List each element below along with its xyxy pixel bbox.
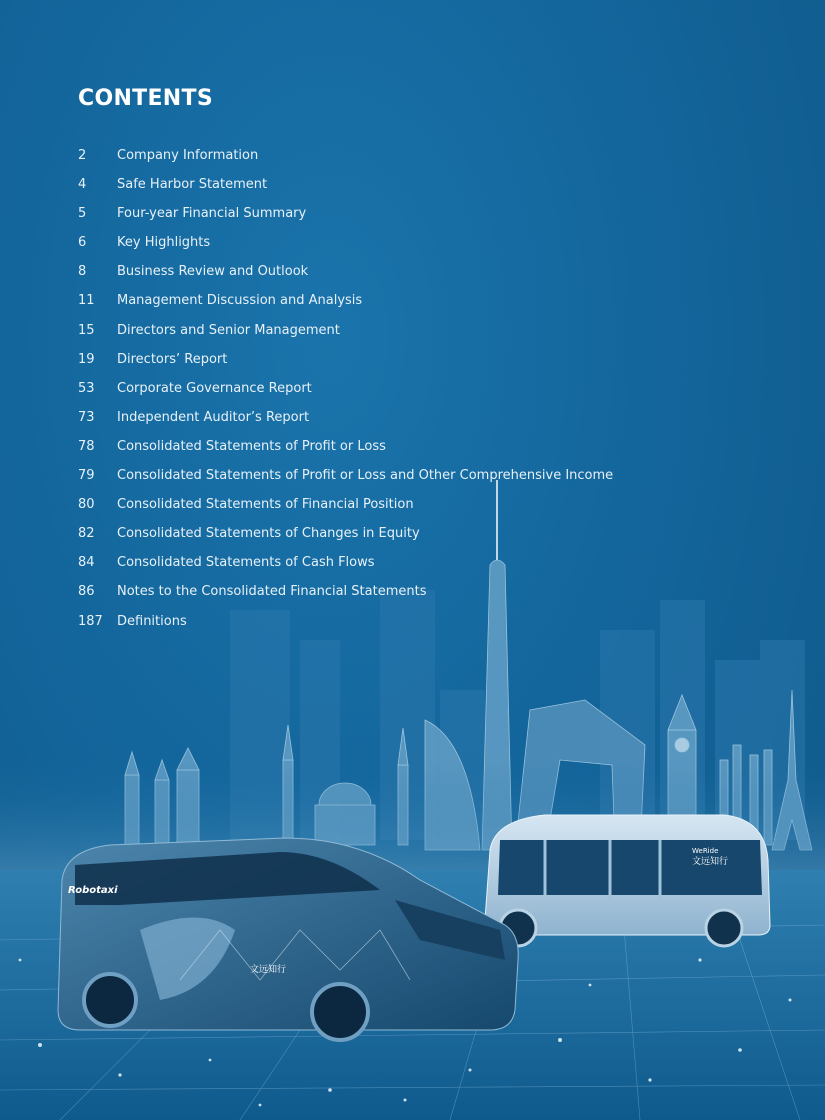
toc-entry[interactable]	[78, 148, 613, 177]
toc-entry[interactable]	[78, 235, 613, 264]
toc-page-number: 86	[78, 584, 95, 600]
toc-page-number: 8	[78, 264, 87, 280]
toc-page-number: 82	[78, 526, 95, 542]
toc-entry[interactable]	[78, 555, 613, 584]
toc-entry-title: Definitions	[117, 613, 187, 629]
toc-entry-title: Company Information	[117, 148, 259, 163]
toc-entry-title: Corporate Governance Report	[117, 380, 312, 396]
page-title: CONTENTS	[78, 86, 213, 111]
toc-entry-title: Management Discussion and Analysis	[117, 293, 363, 309]
toc-entry-title: Consolidated Statements of Cash Flows	[117, 555, 375, 571]
toc-entry[interactable]	[78, 497, 613, 526]
toc-entry-title: Notes to the Consolidated Financial Statements	[117, 584, 427, 600]
toc-entry[interactable]	[78, 468, 613, 497]
toc-page-number: 2	[78, 148, 87, 163]
toc-page-number: 78	[78, 438, 95, 454]
toc-entry-title: Consolidated Statements of Profit or Loss	[117, 438, 386, 454]
toc-entry-title: Consolidated Statements of Changes in Equity	[117, 526, 420, 542]
robobus-vehicle	[485, 815, 770, 946]
toc-entry[interactable]	[78, 526, 613, 555]
toc-entry-title: Safe Harbor Statement	[117, 177, 268, 193]
toc-page-number: 79	[78, 468, 95, 484]
toc-entry[interactable]	[78, 293, 613, 322]
table-of-contents	[78, 148, 613, 643]
toc-entry[interactable]	[78, 439, 613, 468]
toc-entry-title: Consolidated Statements of Financial Position	[117, 497, 414, 513]
toc-entry[interactable]	[78, 381, 613, 410]
toc-entry-title: Consolidated Statements of Profit or Loss and Other Comprehensive Income	[117, 468, 614, 484]
van-side-text: Robotaxi	[68, 885, 118, 896]
toc-entry-title: Directors and Senior Management	[117, 322, 340, 338]
toc-entry[interactable]	[78, 584, 613, 613]
bus-logo-text: 文远知行	[692, 857, 729, 867]
toc-page-number: 80	[78, 497, 95, 513]
toc-page-number: 84	[78, 555, 95, 571]
toc-page-number: 187	[78, 613, 103, 629]
toc-entry[interactable]	[78, 206, 613, 235]
toc-entry-title: Four-year Financial Summary	[117, 206, 307, 222]
toc-page-number: 11	[78, 293, 95, 309]
toc-entry[interactable]	[78, 264, 613, 293]
toc-entry[interactable]	[78, 177, 613, 206]
toc-entry-title: Business Review and Outlook	[117, 264, 309, 280]
van-logo-text: 文远知行	[250, 965, 287, 975]
toc-entry[interactable]	[78, 410, 613, 439]
toc-entry-title: Independent Auditor’s Report	[117, 409, 310, 425]
toc-page-number: 6	[78, 235, 87, 251]
toc-entry[interactable]	[78, 614, 613, 643]
toc-page-number: 73	[78, 409, 95, 425]
toc-page-number: 5	[78, 206, 87, 222]
toc-page-number: 15	[78, 322, 95, 338]
toc-page-number: 4	[78, 177, 87, 193]
toc-entry-title: Directors’ Report	[117, 351, 228, 367]
toc-entry[interactable]	[78, 323, 613, 352]
bus-brand-text: WeRide	[692, 847, 719, 855]
toc-entry-title: Key Highlights	[117, 235, 211, 251]
toc-page-number: 53	[78, 380, 95, 396]
toc-entry[interactable]	[78, 352, 613, 381]
toc-page-number: 19	[78, 351, 95, 367]
